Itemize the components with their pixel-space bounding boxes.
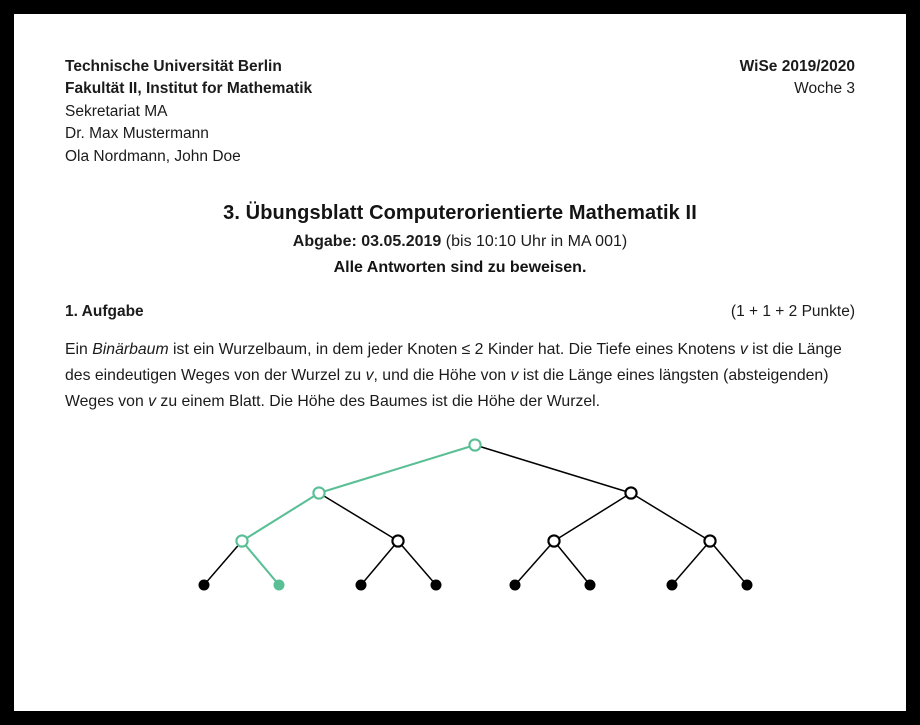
- document-content: [65, 56, 855, 607]
- text-fragment-4: , und die Höhe von: [373, 366, 511, 384]
- tree-nodes: [199, 439, 752, 590]
- tree-node: [667, 580, 677, 590]
- variable-v-1: v: [739, 341, 748, 359]
- secretariat: Sekretariat MA: [65, 102, 168, 120]
- variable-v-4: v: [148, 392, 157, 410]
- tree-edge: [554, 493, 631, 541]
- term-label: WiSe 2019/2020: [739, 58, 855, 75]
- tree-edge: [554, 541, 590, 585]
- due-date-detail: (bis 10:10 Uhr in MA 001): [445, 233, 628, 251]
- tree-edge: [361, 541, 398, 585]
- tree-node: [510, 580, 520, 590]
- title-block: [65, 202, 855, 277]
- tree-edge: [319, 445, 475, 493]
- due-date-line: [65, 233, 855, 251]
- tree-node: [199, 580, 209, 590]
- variable-v-2: v: [365, 366, 374, 384]
- tree-edge: [242, 541, 279, 585]
- tree-node: [625, 487, 636, 498]
- tree-edge: [398, 541, 436, 585]
- variable-v-3: v: [510, 366, 519, 384]
- exercise-title: 1. Aufgabe: [65, 303, 144, 321]
- header-right-block: [740, 56, 855, 101]
- page-title: 3. Übungsblatt Computerorientierte Mathematik II: [223, 202, 697, 225]
- term-binaerbaum: Binärbaum: [92, 341, 169, 359]
- week-label: Woche 3: [794, 80, 855, 98]
- tree-node: [313, 487, 324, 498]
- text-fragment-6: zu einem Blatt. Die Höhe des Baumes ist die Höhe der Wurzel.: [156, 392, 601, 410]
- tree-node: [742, 580, 752, 590]
- tree-edge: [242, 493, 319, 541]
- tree-edges: [204, 445, 747, 585]
- binary-tree-figure: [65, 432, 855, 607]
- tree-node: [356, 580, 366, 590]
- due-date-bold: Abgabe: 03.05.2019: [292, 233, 442, 251]
- tree-node: [548, 535, 559, 546]
- text-fragment-3: ist die Länge des eindeutigen Weges von der Wurzel zu: [65, 341, 842, 384]
- tree-node: [469, 439, 480, 450]
- answer-note: Alle Antworten sind zu beweisen.: [333, 259, 587, 277]
- tree-edge: [631, 493, 710, 541]
- document-page: [14, 14, 906, 711]
- exercise-header: [65, 303, 855, 321]
- university-name: Technische Universität Berlin: [65, 58, 282, 75]
- tree-edge: [319, 493, 398, 541]
- tree-node: [431, 580, 441, 590]
- tree-edge: [710, 541, 747, 585]
- faculty-name: Fakultät II, Institut for Mathematik: [65, 80, 313, 98]
- binary-tree-diagram: [65, 432, 855, 607]
- tree-node: [274, 580, 284, 590]
- tree-node: [236, 535, 247, 546]
- text-fragment-5: ist die Länge eines längsten (absteigenden) Weges von: [65, 366, 829, 410]
- exercise-points: (1 + 1 + 2 Punkte): [730, 303, 855, 321]
- tree-edge: [204, 541, 242, 585]
- assistants-names: Ola Nordmann, John Doe: [65, 147, 241, 165]
- text-fragment-1: Ein: [65, 341, 93, 359]
- text-fragment-2: ist ein Wurzelbaum, in dem jeder Knoten ≤ 2 Kinder hat. Die Tiefe eines Knotens: [168, 341, 740, 359]
- tree-edge: [515, 541, 554, 585]
- tree-node: [704, 535, 715, 546]
- document-header: [65, 56, 855, 168]
- lecturer-name: Dr. Max Mustermann: [65, 125, 209, 143]
- header-left-block: [65, 56, 312, 168]
- tree-edge: [475, 445, 631, 493]
- tree-node: [585, 580, 595, 590]
- tree-node: [392, 535, 403, 546]
- tree-edge: [672, 541, 710, 585]
- exercise-body-text: [65, 337, 850, 414]
